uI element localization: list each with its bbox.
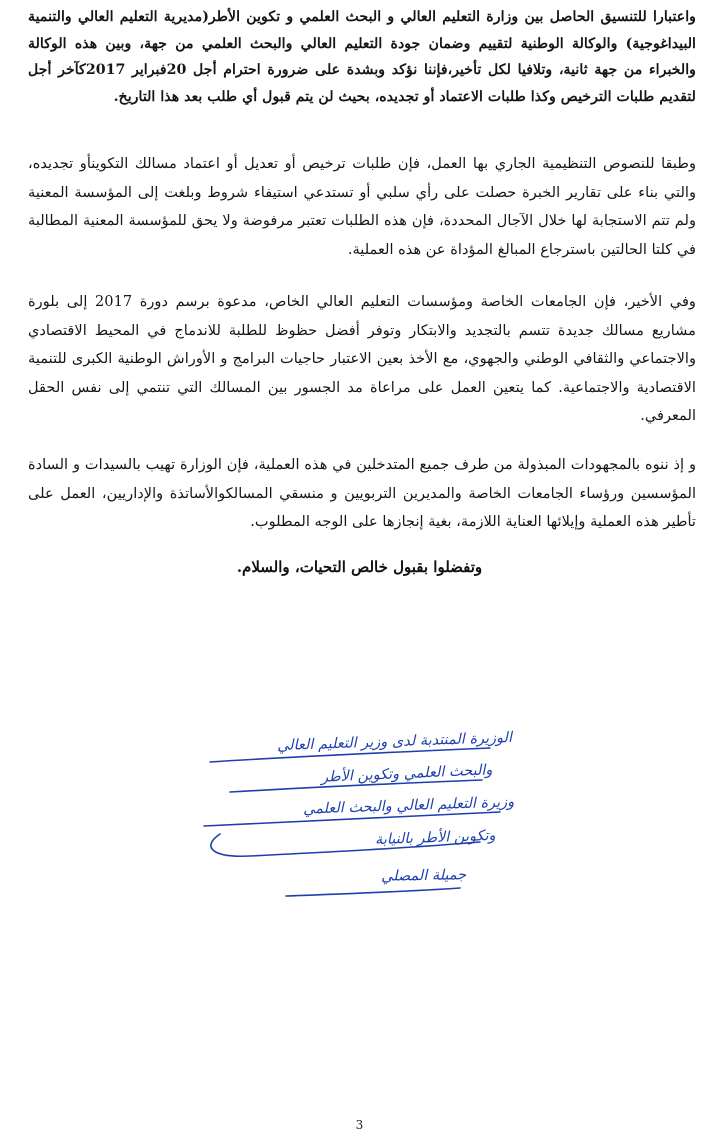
paragraph-private-universities: وفي الأخير، فإن الجامعات الخاصة ومؤسسات التعليم العالي الخاص، مدعوة برسم دورة 2017 إلى بلورة مشاريع مسالك جديدة تتسم بالتجديد والابتكار وتوفر أفضل حظوظ للطلبة للاندماج في المحيط الاقتصادي والاجتماعي والثقافي الوطني والجهوي، مع الأخذ بعين الاعتبار حاجيات البرامج و الأوراش الوطنية الكبرى للتنمية الاقتصادية والاجتماعية. كما يتعين العمل على مراعاة مد الجسور بين المسالك التي تنتمي إلى نفس الحقل المعرفي.: [28, 293, 696, 425]
page-number: 3: [355, 1118, 364, 1132]
signature-line-1: الوزيرة المنتدبة لدى وزير التعليم العالي: [276, 729, 513, 755]
paragraph-regulations: وطبقا للنصوص التنظيمية الجاري بها العمل، فإن طلبات ترخيص أو تعديل أو اعتماد مسالك التكوينأو تجديده، والتي بناء على تقارير الخبرة حصلت على رأي سلبي أو تستدعي استيفاء شروط وبلغت إلى المؤسسة المعنية ولم تتم الاستجابة لها خلال الآجال المحددة، فإن هذه الطلبات تعتبر مرفوضة ولا يحق للمؤسسة المعنية المطالبة في كلتا الحالتين باسترجاع المبالغ المؤداة عن هذه العملية.: [28, 155, 696, 258]
signature-line-3: وزيرة التعليم العالي والبحث العلمي: [302, 794, 515, 818]
signature-line-5: جميلة المصلي: [380, 867, 467, 885]
signature-text: [190, 728, 520, 908]
closing-salutation: وتفضلوا بقبول خالص التحيات، والسلام.: [236, 558, 483, 576]
paragraph-acknowledgement: و إذ ننوه بالمجهودات المبذولة من طرف جميع المتدخلين في هذه العملية، فإن الوزارة تهيب بالسيدات و السادة المؤسسين ورؤساء الجامعات الخاصة والمديرين التربويين و منسقي المسالكوالأساتذة والإداريين، العمل على تأطير هذه العملية وإيلائها العناية اللازمة، بغية إنجازها على الوجه المطلوب.: [28, 456, 696, 531]
signature-line-4: وتكوين الأطر بالنيابة: [375, 827, 497, 849]
handwritten-signature: [190, 728, 520, 908]
signature-line-2: والبحث العلمي وتكوين الأطر: [320, 762, 493, 786]
paragraph-deadline: واعتبارا للتنسيق الحاصل بين وزارة التعليم العالي و البحث العلمي و تكوين الأطر(مديرية التعليم العالي والتنمية البيداغوجية) والوكالة الوطنية لتقييم وضمان جودة التعليم العالي والبحث العلمي من جهة، وبين هذه الوكالة والخبراء من جهة ثانية، وتلافيا لكل تأخير،فإننا نؤكد وبشدة على ضرورة احترام أجل 20فبراير 2017كآخر أجل لتقديم طلبات الترخيص وكذا طلبات الاعتماد أو تجديده، بحيث لن يتم قبول أي طلب بعد هذا التاريخ.: [28, 9, 696, 105]
